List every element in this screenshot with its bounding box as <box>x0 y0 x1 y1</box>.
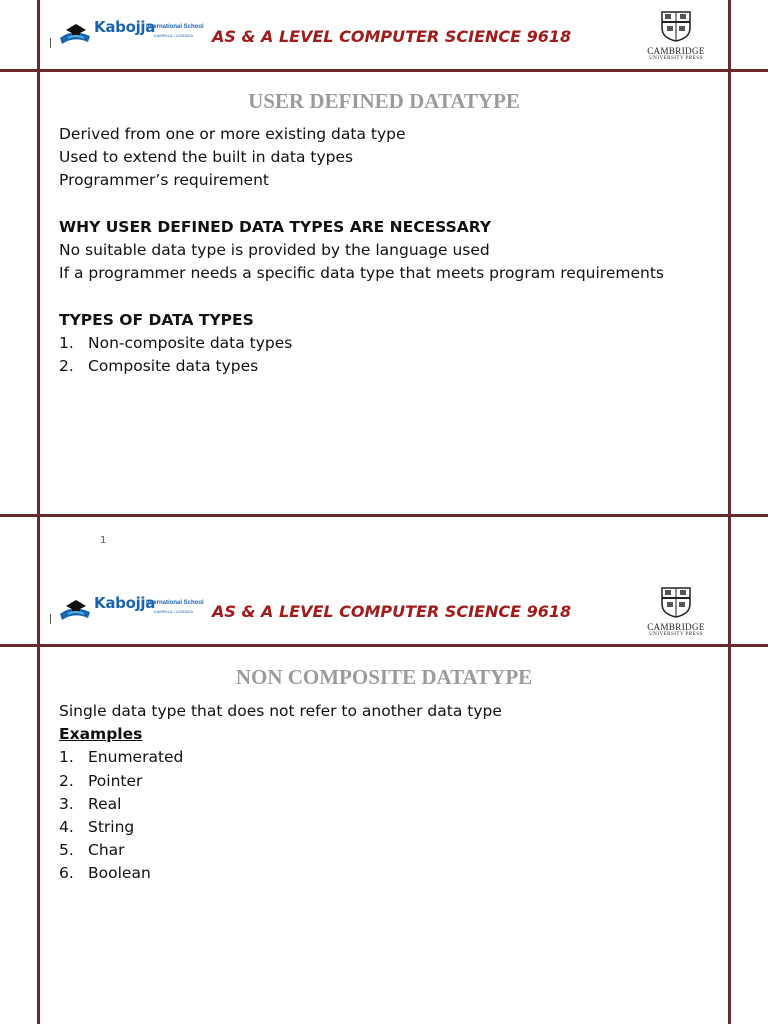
logo-location: KAMPALA - UGANDA <box>154 33 194 38</box>
why-heading: WHY USER DEFINED DATA TYPES ARE NECESSARY <box>59 217 492 236</box>
list-item: 3. Real <box>59 794 122 813</box>
intro-line-1: Derived from one or more existing data type <box>59 125 406 143</box>
why-line-2: If a programmer needs a specific data type that meets program requirements <box>59 264 664 283</box>
slide1-heading: USER DEFINED DATATYPE <box>248 89 520 113</box>
list-item: 2. Pointer <box>59 771 143 790</box>
list-item: 2. Composite data types <box>59 357 259 375</box>
right-border <box>728 0 731 1024</box>
cambridge-wordmark: CAMBRIDGE <box>647 622 705 632</box>
slide2-intro: Single data type that does not refer to another data type <box>59 702 502 720</box>
list-item: 1. Non-composite data types <box>59 333 293 352</box>
school-logo <box>58 16 204 56</box>
logo-brand: Kabojja <box>94 594 156 612</box>
cambridge-press: UNIVERSITY PRESS <box>649 632 703 637</box>
logo-location: KAMPALA - UGANDA <box>154 609 194 614</box>
left-border <box>37 0 40 1024</box>
school-logo <box>58 592 204 632</box>
list-item: 6. Boolean <box>59 864 151 883</box>
slide2-body <box>59 700 502 886</box>
cambridge-logo <box>638 10 714 62</box>
course-title: AS & A LEVEL COMPUTER SCIENCE 9618 <box>212 27 572 46</box>
graduation-cap-icon <box>58 594 92 624</box>
list-item: 5. Char <box>59 841 125 860</box>
logo-subtitle: International School <box>146 600 204 606</box>
cambridge-press: UNIVERSITY PRESS <box>649 56 703 61</box>
why-line-1: No suitable data type is provided by the language used <box>59 241 490 259</box>
list-item: 1. Enumerated <box>59 748 184 767</box>
types-heading: TYPES OF DATA TYPES <box>59 310 254 329</box>
slide1-header <box>0 0 768 70</box>
slide1-body <box>59 123 664 378</box>
logo-brand: Kabojja <box>94 18 156 36</box>
examples-heading: Examples <box>59 725 143 744</box>
page-number: 1 <box>100 535 107 546</box>
graduation-cap-icon <box>58 18 92 48</box>
intro-line-3: Programmer’s requirement <box>59 171 269 190</box>
slide2-heading: NON COMPOSITE DATATYPE <box>235 665 533 689</box>
intro-line-2: Used to extend the built in data types <box>59 148 354 167</box>
cambridge-logo <box>638 586 714 638</box>
logo-subtitle: International School <box>146 24 204 30</box>
crest-icon <box>660 10 692 42</box>
course-title: AS & A LEVEL COMPUTER SCIENCE 9618 <box>212 602 572 621</box>
list-item: 4. String <box>59 818 135 837</box>
slide2-header <box>0 576 768 646</box>
crest-icon <box>660 586 692 618</box>
cambridge-wordmark: CAMBRIDGE <box>647 46 705 56</box>
slide1-bottom-divider <box>0 514 768 517</box>
